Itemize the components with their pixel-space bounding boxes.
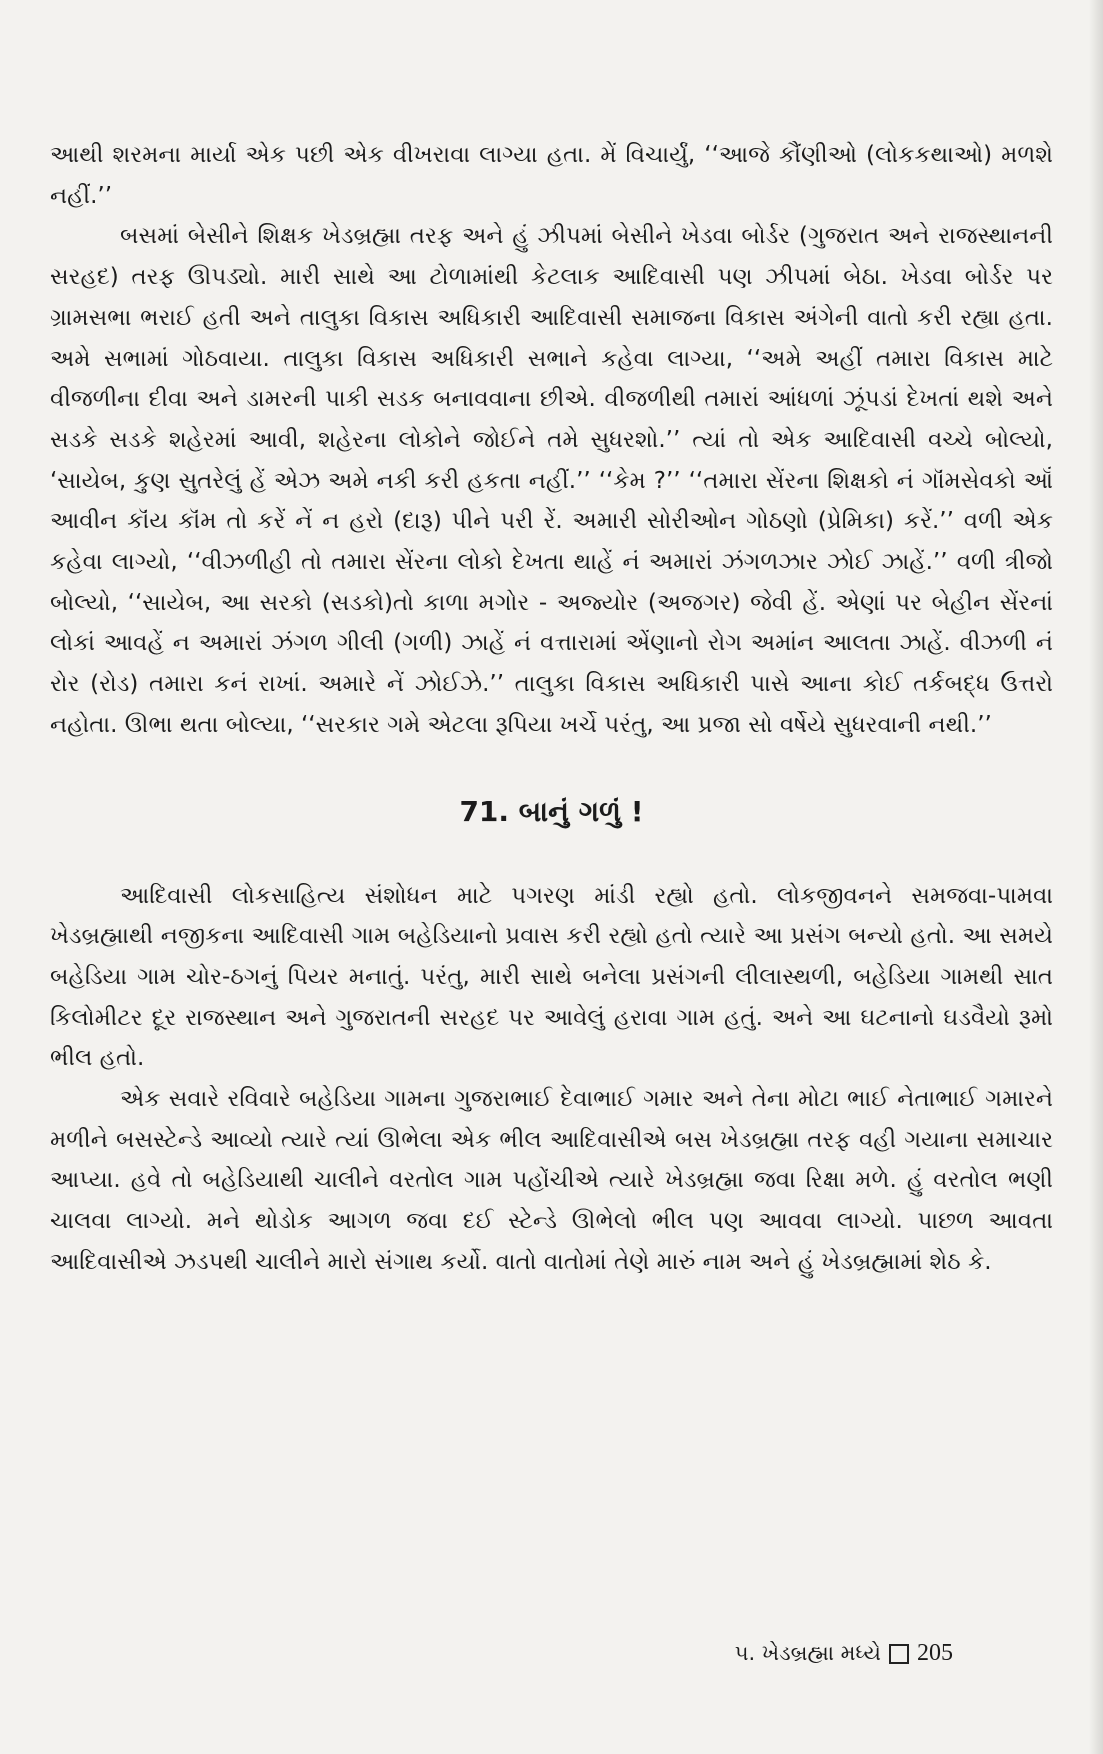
- scan-edge: [1089, 0, 1103, 1754]
- paragraph-meeting-story: બસમાં બેસીને શિક્ષક ખેડબ્રહ્મા તરફ અને હું ઝીપમાં બેસીને ખેડવા બોર્ડર (ગુજરાત અને રાજસ્થાનની સરહદ) તરફ ઊપડ્યો. મારી સાથે આ ટોળામાંથી કેટલાક આદિવાસી પણ ઝીપમાં બેઠા. ખેડવા બોર્ડર પર ગ્રામસભા ભરાઈ હતી અને તાલુકા વિકાસ અધિકારી આદિવાસી સમાજના વિકાસ અંગેની વાતો કરી રહ્યા હતા. અમે સભામાં ગોઠવાયા. તાલુકા વિકાસ અધિકારી સભાને કહેવા લાગ્યા, ‘‘અમે અહીં તમારા વિકાસ માટે વીજળીના દીવા અને ડામરની પાકી સડક બનાવવાના છીએ. વીજળીથી તમારાં આંધળાં ઝૂંપડાં દેખતાં થશે અને સડકે સડકે શહેરમાં આવી, શહેરના લોકોને જોઈને તમે સુધરશો.’’ ત્યાં તો એક આદિવાસી વચ્ચે બોલ્યો, ‘સાયેબ, કુણ સુતરેલું હેં એઝ અમે નકી કરી હકતા નહીં.’’ ‘‘કેમ ?’’ ‘‘તમારા સેંરના શિક્ષકો નં ગૉંમસેવકો ઑં આવીન કૉંય કૉંમ તો કરેં નેં ન હરો (દારૂ) પીને પરી રેં. અમારી સોરીઓન ગોઠણો (પ્રેમિકા) કરેં.’’ વળી એક કહેવા લાગ્યો, ‘‘વીઝળીહી તો તમારા સેંરના લોકો દેખતા થાહેં નં અમારાં ઝંગળઝાર ઝોઈ ઝાહેં.’’ વળી ત્રીજો બોલ્યો, ‘‘સાયેબ, આ સરકો (સડકો)તો કાળા મગોર - અજ્યોર (અજગર) જેવી હેં. એણાં પર બેહીન સેંરનાં લોકાં આવહેં ન અમારાં ઝંગળ ગીલી (ગળી) ઝાહેં નં વત્તારામાં એંણાનો રોગ અમાંન આલતા ઝાહેં. વીઝળી નં રોર (રોડ) તમારા કનં રાખાં. અમારે નેં ઝોઈઝે.’’ તાલુકા વિકાસ અધિકારી પાસે આના કોઈ તર્કબદ્ધ ઉત્તરો નહોતા. ઊભા થતા બોલ્યા, ‘‘સરકાર ગમે એટલા રૂપિયા ખર્ચે પરંતુ, આ પ્રજા સો વર્ષેયે સુધરવાની નથી.’’: [50, 223, 1053, 738]
- section-title: 71. બાનું ગળું !: [459, 794, 644, 828]
- book-page-body: [50, 135, 1053, 1283]
- page-number: 205: [917, 1640, 953, 1666]
- square-icon: [889, 1644, 909, 1664]
- paragraph-sunday-morning: એક સવારે રવિવારે બહેડિયા ગામના ગુજરાભાઈ દેવાભાઈ ગમાર અને તેના મોટા ભાઈ નેતાભાઈ ગમારને મળીને બસસ્ટેન્ડે આવ્યો ત્યારે ત્યાં ઊભેલા એક ભીલ આદિવાસીએ બસ ખેડબ્રહ્મા તરફ વહી ગયાના સમાચાર આપ્યા. હવે તો બહેડિયાથી ચાલીને વરતોલ ગામ પહોંચીએ ત્યારે ખેડબ્રહ્મા જવા રિક્ષા મળે. હું વરતોલ ભણી ચાલવા લાગ્યો. મને થોડોક આગળ જવા દઈ સ્ટેન્ડે ઊભેલો ભીલ પણ આવવા લાગ્યો. પાછળ આવતા આદિવાસીએ ઝડપથી ચાલીને મારો સંગાથ કર્યો. વાતો વાતોમાં તેણે મારું નામ અને હું ખેડબ્રહ્મામાં શેઠ કે.: [50, 1086, 1053, 1275]
- footer-chapter: ૫. ખેડબ્રહ્મા મધ્યે: [734, 1641, 881, 1665]
- paragraph-continuation: આથી શરમના માર્યા એક પછી એક વીખરાવા લાગ્યા હતા. મેં વિચાર્યું, ‘‘આજે કૌંણીઓ (લોકકથાઓ) મળશે નહીં.’’: [50, 142, 1053, 209]
- paragraph-intro: આદિવાસી લોકસાહિત્ય સંશોધન માટે પગરણ માંડી રહ્યો હતો. લોકજીવનને સમજવા-પામવા ખેડબ્રહ્માથી નજીકના આદિવાસી ગામ બહેડિયાનો પ્રવાસ કરી રહ્યો હતો ત્યારે આ પ્રસંગ બન્યો હતો. આ સમયે બહેડિયા ગામ ચોર-ઠગનું પિયર મનાતું. પરંતુ, મારી સાથે બનેલા પ્રસંગની લીલાસ્થળી, બહેડિયા ગામથી સાત કિલોમીટર દૂર રાજસ્થાન અને ગુજરાતની સરહદ પર આવેલું હરાવા ગામ હતું. અને આ ઘટનાનો ઘડવૈયો રૂમો ભીલ હતો.: [50, 882, 1053, 1072]
- page-footer: [735, 1640, 953, 1667]
